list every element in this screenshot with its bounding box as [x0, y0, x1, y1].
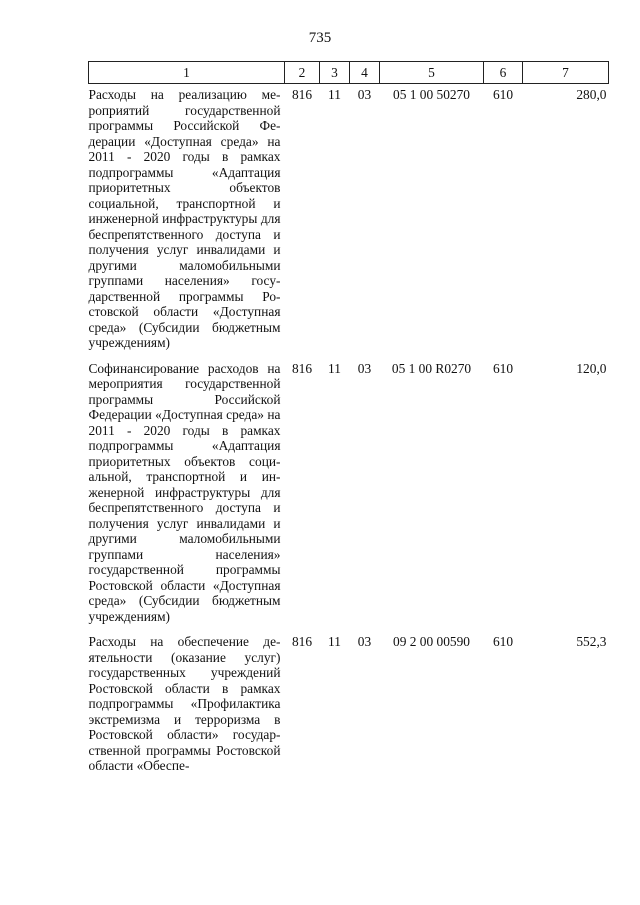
- table-header: [89, 62, 609, 84]
- header-row: [89, 62, 609, 84]
- expense-type-code: 610: [492, 634, 514, 649]
- column-header-2: 2: [285, 62, 320, 84]
- amount: 552,3: [576, 634, 607, 649]
- table-row: [89, 358, 609, 632]
- section-code: 11: [328, 360, 341, 376]
- target-article-code: 09 2 00 00590: [393, 634, 470, 649]
- amount: 280,0: [576, 87, 607, 102]
- amount: 120,0: [576, 360, 607, 376]
- expense-name: Софинансирование расходов на мероприятия государственной программы Российской Федерации «Доступная среда» на 2011 - 2020 годы в рамках подпрограммы «Адаптация приоритетных объектов социальной, транспортной и инженерной инфраструктуры для беспрепятственного доступа и получения услуг инвалидами и другими маломобильными группами населения» государственной программы Ростовской области «Доступная среда» (Субсидии бюджетным учреждениям): [88, 360, 281, 624]
- expense-type-code: 610: [492, 87, 514, 102]
- subsection-code: 03: [357, 360, 372, 376]
- column-header-4: 4: [350, 62, 380, 84]
- expense-type-code: 610: [492, 360, 514, 376]
- subsection-code: 03: [357, 634, 372, 649]
- target-article-code: 05 1 00 R0270: [391, 360, 472, 376]
- table-row: [89, 631, 609, 781]
- budget-table: [88, 61, 609, 781]
- column-header-3: 3: [320, 62, 350, 84]
- section-code: 11: [328, 87, 341, 102]
- subsection-code: 03: [357, 87, 372, 102]
- column-header-7: 7: [523, 62, 609, 84]
- page-number: 735: [308, 30, 332, 46]
- table-row: [89, 84, 609, 358]
- ministry-code: 816: [291, 634, 313, 649]
- section-code: 11: [328, 634, 341, 649]
- column-header-1: 1: [89, 62, 285, 84]
- column-header-6: 6: [484, 62, 523, 84]
- ministry-code: 816: [291, 360, 313, 376]
- expense-name: Расходы на реализацию мероприятий государственной программы Российской Федерации «Доступная среда» на 2011 - 2020 годы в рамках подпрограммы «Адаптация приоритетных объектов социальной, транспортной и инженерной инфраструктуры для беспрепятственного доступа и получения услуг инвалидами и другими маломобильными группами населения» государственной программы Ростовской области «Доступная среда» (Субсидии бюджетным учреждениям): [88, 87, 281, 350]
- target-article-code: 05 1 00 50270: [393, 87, 470, 102]
- column-header-5: 5: [380, 62, 484, 84]
- expense-name: Расходы на обеспечение деятельности (оказание услуг) государственных учреждений Ростовской области в рамках подпрограммы «Профилактика экстремизма и терроризма в Ростовской области» государственной программы Ростовской области «Обеспе-: [88, 634, 281, 773]
- ministry-code: 816: [291, 87, 313, 102]
- table-body: [89, 84, 609, 781]
